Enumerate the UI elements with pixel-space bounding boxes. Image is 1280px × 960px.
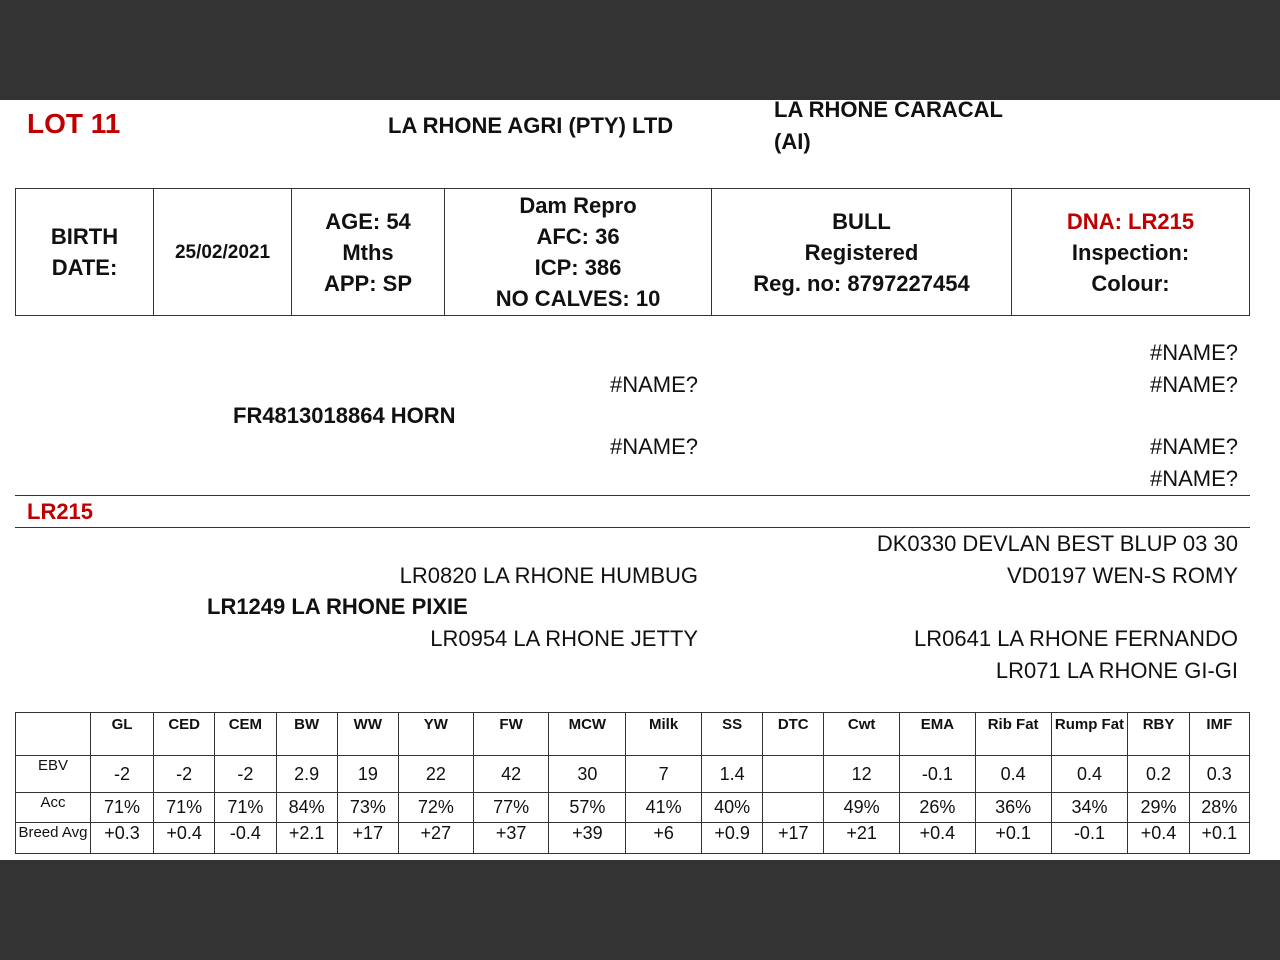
column-header: WW xyxy=(337,713,398,756)
table-cell: 30 xyxy=(549,756,626,793)
row-label: Breed Avg xyxy=(16,823,91,854)
table-cell: 71% xyxy=(215,793,276,823)
table-cell: +0.1 xyxy=(1189,823,1249,854)
sd-dam: #NAME? xyxy=(1149,466,1238,491)
table-header-row xyxy=(16,713,1250,756)
column-header: YW xyxy=(398,713,473,756)
table-cell: -2 xyxy=(215,756,276,793)
lot-number: LOT 11 xyxy=(27,108,121,139)
table-cell: 29% xyxy=(1128,793,1189,823)
table-cell: +2.1 xyxy=(276,823,337,854)
table-cell: 19 xyxy=(337,756,398,793)
table-cell: 0.4 xyxy=(1051,756,1128,793)
dam-dam: LR0954 LA RHONE JETTY xyxy=(430,626,698,651)
table-cell: -0.4 xyxy=(215,823,276,854)
table-cell: 73% xyxy=(337,793,398,823)
info-table xyxy=(15,188,1250,316)
sex: BULL xyxy=(832,208,891,234)
table-cell: 22 xyxy=(398,756,473,793)
table-cell: 42 xyxy=(473,756,549,793)
table-cell: -0.1 xyxy=(900,756,976,793)
table-cell: 49% xyxy=(824,793,900,823)
dd-dam: LR071 LA RHONE GI-GI xyxy=(995,658,1238,683)
column-header: CED xyxy=(154,713,215,756)
table-cell: 2.9 xyxy=(276,756,337,793)
animal-name-suffix: (AI) xyxy=(774,129,811,154)
divider xyxy=(15,495,1250,496)
column-header: SS xyxy=(701,713,762,756)
dna: DNA: LR215 xyxy=(1066,208,1195,234)
table-cell: +37 xyxy=(473,823,549,854)
ds-dam: VD0197 WEN-S ROMY xyxy=(1006,563,1238,588)
table-cell: +0.4 xyxy=(1128,823,1189,854)
sire: FR4813018864 HORN xyxy=(233,403,456,428)
table-cell: 7 xyxy=(626,756,702,793)
icp: ICP: 386 xyxy=(534,255,622,280)
lot-sheet xyxy=(0,97,1280,860)
inspection: Inspection: xyxy=(1071,239,1190,265)
table-cell: 71% xyxy=(154,793,215,823)
colour: Colour: xyxy=(1091,270,1170,296)
dam-repro: Dam Repro xyxy=(519,193,637,218)
table-cell: +0.4 xyxy=(154,823,215,854)
divider xyxy=(15,527,1250,528)
no-calves: NO CALVES: 10 xyxy=(495,286,661,311)
table-cell: -0.1 xyxy=(1051,823,1128,854)
birth-date: 25/02/2021 xyxy=(154,189,292,316)
sire-sire: #NAME? xyxy=(609,372,698,397)
table-cell: 36% xyxy=(975,793,1051,823)
table-cell: +0.1 xyxy=(975,823,1051,854)
sire-dam: #NAME? xyxy=(609,434,698,459)
table-cell: 1.4 xyxy=(701,756,762,793)
dam-sire: LR0820 LA RHONE HUMBUG xyxy=(399,563,698,588)
table-row xyxy=(16,793,1250,823)
table-cell: 84% xyxy=(276,793,337,823)
column-header: FW xyxy=(473,713,549,756)
ss-sire: #NAME? xyxy=(1149,340,1238,365)
column-header: EMA xyxy=(900,713,976,756)
table-cell: +17 xyxy=(763,823,824,854)
table-cell: 0.2 xyxy=(1128,756,1189,793)
table-row xyxy=(16,823,1250,854)
table-cell: 0.4 xyxy=(975,756,1051,793)
table-cell: 0.3 xyxy=(1189,756,1249,793)
table-cell: +0.3 xyxy=(90,823,153,854)
table-cell: +39 xyxy=(549,823,626,854)
dam: LR1249 LA RHONE PIXIE xyxy=(207,594,468,619)
row-label: Acc xyxy=(16,793,91,823)
sd-sire: #NAME? xyxy=(1149,434,1238,459)
animal-name: LA RHONE CARACAL xyxy=(774,97,1003,122)
ss-dam: #NAME? xyxy=(1149,372,1238,397)
dam-id: LR215 xyxy=(27,499,94,524)
table-cell: 41% xyxy=(626,793,702,823)
column-header: Cwt xyxy=(824,713,900,756)
table-cell: 40% xyxy=(701,793,762,823)
table-cell: 71% xyxy=(90,793,153,823)
reg-number: Reg. no: 8797227454 xyxy=(753,270,970,296)
table-cell: -2 xyxy=(90,756,153,793)
table-cell: +0.9 xyxy=(701,823,762,854)
table-cell: -2 xyxy=(154,756,215,793)
column-header: MCW xyxy=(549,713,626,756)
table-cell: 12 xyxy=(824,756,900,793)
column-header: IMF xyxy=(1189,713,1249,756)
column-header: BW xyxy=(276,713,337,756)
table-cell: 57% xyxy=(549,793,626,823)
table-cell: +21 xyxy=(824,823,900,854)
table-cell: 77% xyxy=(473,793,549,823)
column-header: RBY xyxy=(1128,713,1189,756)
column-header: CEM xyxy=(215,713,276,756)
afc: AFC: 36 xyxy=(536,224,620,249)
column-header: Rib Fat xyxy=(975,713,1051,756)
table-cell: +0.4 xyxy=(900,823,976,854)
table-cell: +6 xyxy=(626,823,702,854)
column-header: Milk xyxy=(626,713,702,756)
table-cell: 28% xyxy=(1189,793,1249,823)
dd-sire: LR0641 LA RHONE FERNANDO xyxy=(914,626,1238,651)
table-cell: +27 xyxy=(398,823,473,854)
column-header: Rump Fat xyxy=(1051,713,1128,756)
breeder-name: LA RHONE AGRI (PTY) LTD xyxy=(388,113,674,138)
column-header: GL xyxy=(90,713,153,756)
table-cell: 72% xyxy=(398,793,473,823)
ds-sire: DK0330 DEVLAN BEST BLUP 03 30 xyxy=(876,531,1238,556)
reg-status: Registered xyxy=(804,239,919,265)
age-unit: Mths xyxy=(342,239,394,265)
birth-label: BIRTH xyxy=(50,224,119,249)
ebv-table xyxy=(15,712,1250,854)
age: AGE: 54 xyxy=(325,208,411,234)
column-header: DTC xyxy=(763,713,824,756)
table-cell: 34% xyxy=(1051,793,1128,823)
row-label: EBV xyxy=(16,756,91,793)
column-header xyxy=(16,713,91,756)
table-row xyxy=(16,756,1250,793)
table-cell: 26% xyxy=(900,793,976,823)
app: APP: SP xyxy=(323,270,413,296)
birth-label-2: DATE: xyxy=(51,255,118,280)
table-cell xyxy=(763,756,824,793)
table-cell xyxy=(763,793,824,823)
table-cell: +17 xyxy=(337,823,398,854)
